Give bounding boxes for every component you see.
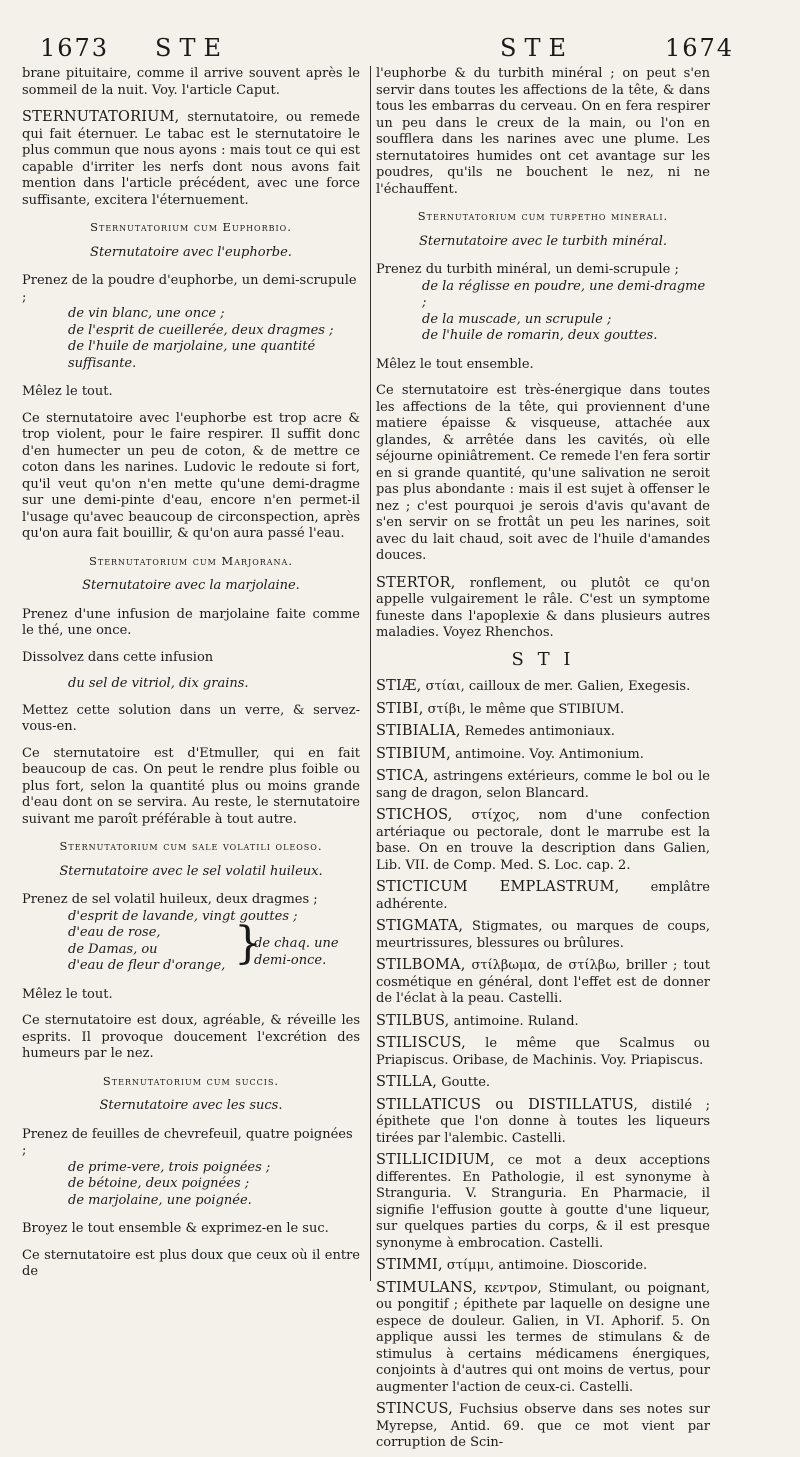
dictionary-entry xyxy=(376,957,710,1008)
instruction: Dissolvez dans cette infusion xyxy=(22,649,214,665)
entry-headword: STIMMI, xyxy=(376,1257,443,1273)
dictionary-entry xyxy=(376,1152,710,1252)
entry-text: sternutatoire, ou remede qui fait éternuer. Le tabac est le sternutatoire le plus commun que nous ayons : mais tout ce qui est capable d'irriter les nerfs dont nous avons fait mention dans l'article précédent, avec une force suffisante, excitera l'éternuement. xyxy=(22,110,360,208)
recipe-turbith xyxy=(376,262,710,345)
entry-text: distilé ; épithete que l'on donne à toutes les liqueurs tirées par l'alembic. Castelli. xyxy=(376,1097,710,1146)
dictionary-entry xyxy=(376,701,710,719)
entry-text: Goutte. xyxy=(437,1075,491,1090)
entry-text: emplâtre adhérente. xyxy=(376,880,710,912)
recipe-sel-volatil xyxy=(22,892,360,975)
entry-headword: STILLATICUS ou DISTILLATUS, xyxy=(376,1096,639,1113)
recipe-title-turpetho: Sternutatorium cum turpetho minerali. xyxy=(417,209,669,223)
recipe-title-euphorbio: Sternutatorium cum Euphorbio. xyxy=(90,220,292,234)
recipe-subtitle-turbith: Sternutatoire avec le turbith minéral. xyxy=(418,233,667,249)
entry-headword: STINCUS, xyxy=(376,1401,453,1417)
dictionary-entry xyxy=(376,879,710,913)
brace-quantity: de chaq. une demi-once. xyxy=(254,936,339,968)
recipe-line: de la muscade, un scrupule ; xyxy=(422,311,612,327)
entry-headword: STILLICIDIUM, xyxy=(376,1152,495,1168)
entry-headword: STERTOR, xyxy=(376,574,456,591)
right-column xyxy=(376,66,710,1457)
entry-headword: STILBOMA, xyxy=(376,957,466,973)
instruction: Mêlez le tout. xyxy=(22,986,113,1002)
running-head-right: STE xyxy=(500,34,574,62)
instruction: Broyez le tout ensemble & exprimez-en le suc. xyxy=(22,1221,329,1236)
recipe-line: Prenez de sel volatil huileux, deux dragmes ; xyxy=(22,892,318,907)
entry-text: στίβι, le même que STIBIUM. xyxy=(423,701,625,717)
entry-headword: STICHOS, xyxy=(376,807,453,823)
entry-headword: STIGMATA, xyxy=(376,918,464,934)
entry-headword: STIBIALIA, xyxy=(376,723,461,739)
entry-headword: STIÆ, xyxy=(376,678,422,694)
entry-text: κεντρον, Stimulant, ou poignant, ou pongitif ; épithete par laquelle on designe une espece de douleur. Galien, in VI. Aphorif. 5. On applique aussi les termes de stimulans & de stimulus à certains médicamens énergiques, conjoints à d'autres qui ont moins de vertus, pour augmenter l'action de ceux-ci. Castelli. xyxy=(376,1280,710,1395)
recipe-subtitle-euphorbe: Sternutatoire avec l'euphorbe. xyxy=(90,244,292,260)
dictionary-entry xyxy=(376,678,710,696)
dictionary-entry xyxy=(376,1013,710,1031)
instruction: Mettez cette solution dans un verre, & servez-vous-en. xyxy=(22,702,360,734)
dictionary-entry xyxy=(376,1280,710,1397)
dictionary-entry xyxy=(376,1035,710,1069)
entry-headword: STIMULANS, xyxy=(376,1279,478,1296)
brace-glyph: } xyxy=(234,918,262,969)
recipe-title-succis: Sternutatorium cum succis. xyxy=(102,1073,280,1088)
page-number-right: 1674 xyxy=(665,34,735,62)
entry-text: Fuchsius observe dans ses notes sur Myrepse, Antid. 69. que ce mot vient par corruption de Scin- xyxy=(376,1402,710,1450)
recipe-line: de Damas, ou xyxy=(68,941,158,957)
column-divider xyxy=(370,66,371,1281)
instruction: Mêlez le tout ensemble. xyxy=(376,356,534,372)
recipe-euphorbe xyxy=(22,273,360,372)
recipe-subtitle-marjolaine: Sternutatoire avec la marjolaine. xyxy=(82,578,300,593)
recipe-line: de marjolaine, une poignée. xyxy=(68,1192,252,1208)
entry-headword: STIBI, xyxy=(376,700,424,717)
dictionary-entry xyxy=(376,807,710,874)
dictionary-entry xyxy=(376,1074,710,1092)
recipe-line: d'eau de fleur d'orange, xyxy=(68,958,226,973)
dictionary-entry xyxy=(376,746,710,764)
left-column xyxy=(22,66,360,1291)
entry-text: Stigmates, ou marques de coups, meurtrissures, blessures ou brûlures. xyxy=(376,919,710,951)
entry-text: antimoine. Ruland. xyxy=(449,1013,579,1029)
comment-paragraph: Ce sternutatoire est très-énergique dans toutes les affections de la tête, qui proviennent d'une matiere épaisse & visqueuse, attachée aux glandes, & arrêtée dans les cavités, où elle séjourne opiniâtrement. Ce remede l'en fera sortir en si grande quantité, qu'une salivation ne seroit pas plus abondante : mais il est sujet à offenser le nez ; c'est pourquoi je serois d'avis qu'avant de s'en servir on se frottât un peu les narines, soit avec du lait chaud, soit avec de l'huile d'amandes douces. xyxy=(376,383,710,563)
recipe-line: d'esprit de lavande, vingt gouttes ; xyxy=(68,908,298,924)
recipe-line: de bétoine, deux poignées ; xyxy=(68,1176,250,1191)
entry-text: ce mot a deux acceptions differentes. En Pathologie, il est synonyme à Stranguria. V. Stranguria. En Pharmacie, il signifie l'effusion goutte à goutte d'une liqueur, sur quelques parties du corps, & il est presque synonyme à embrocation. Castelli. xyxy=(376,1153,710,1251)
recipe-line: du sel de vitriol, dix grains. xyxy=(68,676,249,691)
recipe-subtitle-sel: Sternutatoire avec le sel volatil huileux. xyxy=(59,863,323,879)
recipe-title-sale: Sternutatorium cum sale volatili oleoso. xyxy=(59,839,323,853)
entry-text: ronflement, ou plutôt ce qu'on appelle vulgairement le râle. C'est un symptome funeste dans l'apoplexie & dans plusieurs autres maladies. Voyez Rhenchos. xyxy=(376,575,710,640)
entry-text: στίχος, nom d'une confection artériaque ou pectorale, dont le marrube est la base. On en trouve la description dans Galien, Lib. VII. de Comp. Med. S. Loc. cap. 2. xyxy=(376,808,710,873)
entry-text: Remedes antimoniaux. xyxy=(460,724,615,739)
recipe-line: Prenez de feuilles de chevrefeuil, quatre poignées ; xyxy=(22,1126,353,1158)
entry-text: le même que Scalmus ou Priapiscus. Oribase, de Machinis. Voy. Priapiscus. xyxy=(376,1036,710,1068)
recipe-line: de vin blanc, une once ; xyxy=(68,306,225,321)
recipe-sucs xyxy=(22,1127,360,1210)
recipe-line: Prenez du turbith minéral, un demi-scrupule ; xyxy=(376,262,679,277)
continued-text: l'euphorbe & du turbith minéral ; on peut s'en servir dans toutes les affections de la tête, & dans tous les embarras du cerveau. On en fera respirer un peu dans le creux de la main, ou l'on en soufflera dans les narines avec une plume. Les sternutatoires humides ont cet avantage sur les poudres, qu'ils ne bouchent le nez, ni ne l'échauffent. xyxy=(376,66,710,197)
recipe-title-marjorana: Sternutatorium cum Marjorana. xyxy=(88,553,293,568)
dictionary-entry xyxy=(376,723,710,741)
recipe-line: de la réglisse en poudre, une demi-dragme ; xyxy=(422,278,706,310)
comment-paragraph: Ce sternutatoire avec l'euphorbe est trop acre & trop violent, pour le faire respirer. Il suffit donc d'en humecter un peu de coton, & de mettre ce coton dans les narines. Ludovic le redoute si fort, qu'il veut qu'on n'en mette qu'une demi-dragme sur une demi-pinte d'eau, encore n'en permet-il l'usage qu'avec beaucoup de circonspection, après qu'on aura fait bouillir, & qu'on aura passé l'eau. xyxy=(22,410,360,541)
dictionary-entry xyxy=(376,1401,710,1452)
entry-headword: STIBIUM, xyxy=(376,745,451,762)
entry-text: στίμμι, antimoine. Dioscoride. xyxy=(442,1258,648,1273)
section-heading-sti: S T I xyxy=(511,648,575,670)
entry-headword: STICA, xyxy=(376,768,429,784)
entry-headword: STICTICUM EMPLASTRUM, xyxy=(376,879,620,895)
entry-stertor xyxy=(376,575,710,642)
entry-text: antimoine. Voy. Antimonium. xyxy=(451,746,644,762)
entry-text: στίαι, cailloux de mer. Galien, Exegesis. xyxy=(421,679,691,694)
recipe-line: de l'esprit de cueillerée, deux dragmes ; xyxy=(68,322,334,338)
continued-text: brane pituitaire, comme il arrive souvent après le sommeil de la nuit. Voy. l'article Caput. xyxy=(22,66,360,98)
entry-headword: STILBUS, xyxy=(376,1012,450,1029)
recipe-line: d'eau de rose, xyxy=(68,925,161,940)
dictionary-entry xyxy=(376,1257,710,1275)
instruction: Mêlez le tout. xyxy=(22,384,113,399)
dictionary-entry xyxy=(376,1097,710,1148)
entry-text: astringens extérieurs, comme le bol ou le sang de dragon, selon Blancard. xyxy=(376,769,710,801)
running-head-left: STE xyxy=(155,34,229,62)
recipe-line: de l'huile de romarin, deux gouttes. xyxy=(422,328,658,343)
recipe-line: de l'huile de marjolaine, une quantité suffisante. xyxy=(68,339,316,371)
recipe-marjolaine: Prenez d'une infusion de marjolaine faite comme le thé, une once. xyxy=(22,606,360,638)
recipe-line: de prime-vere, trois poignées ; xyxy=(68,1159,271,1175)
recipe-subtitle-sucs: Sternutatoire avec les sucs. xyxy=(99,1098,283,1113)
dictionary-entry xyxy=(376,918,710,952)
entry-sternutatorium xyxy=(22,109,360,209)
recipe-line: Prenez de la poudre d'euphorbe, un demi-scrupule ; xyxy=(22,273,357,305)
entry-headword: STILISCUS, xyxy=(376,1035,466,1051)
comment-paragraph: Ce sternutatoire est d'Etmuller, qui en fait beaucoup de cas. On peut le rendre plus foible ou plus fort, selon la quantité plus ou moins grande d'eau dont on se servira. Au reste, le sternutatoire suivant me paroît préférable à tout autre. xyxy=(22,745,360,827)
entry-headword: STERNUTATORIUM, xyxy=(22,109,180,125)
comment-paragraph: Ce sternutatoire est plus doux que ceux où il entre de xyxy=(22,1247,360,1279)
entry-text: στίλβωμα, de στίλβω, briller ; tout cosmétique en général, dont l'effet est de donner de l'éclat à la peau. Castelli. xyxy=(376,958,710,1006)
entry-headword: STILLA, xyxy=(376,1074,438,1090)
dictionary-entry xyxy=(376,768,710,802)
page-number-left: 1673 xyxy=(40,34,110,62)
comment-paragraph: Ce sternutatoire est doux, agréable, & réveille les esprits. Il provoque doucement l'excrétion des humeurs par le nez. xyxy=(22,1013,360,1061)
dictionary-entries xyxy=(376,678,710,1452)
